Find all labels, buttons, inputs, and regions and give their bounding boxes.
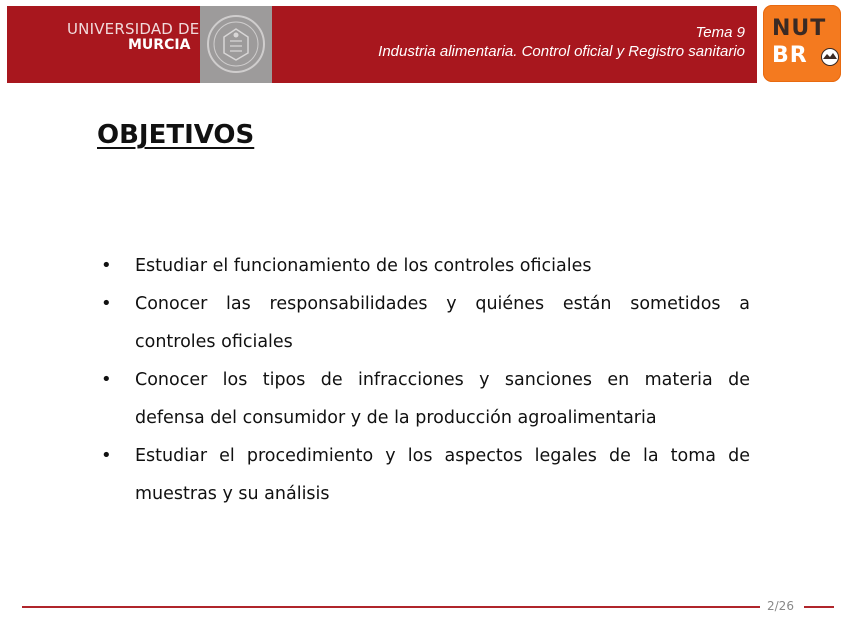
banner-text [378,24,745,61]
list-item [100,247,750,285]
bullet-icon: • [101,293,112,314]
university-seal-icon [200,6,272,83]
university-logo [7,6,199,83]
objectives-list [100,247,750,513]
list-item-text-line2: controles oficiales [135,332,293,352]
list-item [100,361,750,437]
topic-title: Industria alimentaria. Control oficial y Registro sanitario [378,43,745,60]
slide-title: OBJETIVOS [97,120,255,150]
topic-number: Tema 9 [695,24,745,41]
footer-divider [22,606,760,608]
bullet-icon: • [101,445,112,466]
page-number: 2/26 [767,599,794,613]
nutbro-globe-icon [820,47,840,67]
list-item-text: Estudiar el funcionamiento de los controles oficiales [135,256,592,276]
list-item-text-line1: Conocer los tipos de infracciones y sanciones en materia de [135,370,750,390]
header-banner [7,6,757,83]
nutbro-logo [763,5,841,82]
logo-text-bottom-label: BR [772,43,808,68]
list-item-text-line1: Conocer las responsabilidades y quiénes están sometidos a [135,294,750,314]
logo-text-bottom [772,43,808,68]
list-item-text-line2: muestras y su análisis [135,484,330,504]
list-item-text-line2: defensa del consumidor y de la producción agroalimentaria [135,408,657,428]
logo-text-top: NUT [772,16,827,41]
bullet-icon: • [101,255,112,276]
list-item [100,437,750,513]
footer-divider-right [804,606,834,608]
bullet-icon: • [101,369,112,390]
university-name-line1: UNIVERSIDAD DE [67,20,200,38]
list-item [100,285,750,361]
university-name-line2: MURCIA [128,37,191,53]
list-item-text-line1: Estudiar el procedimiento y los aspectos legales de la toma de [135,446,750,466]
